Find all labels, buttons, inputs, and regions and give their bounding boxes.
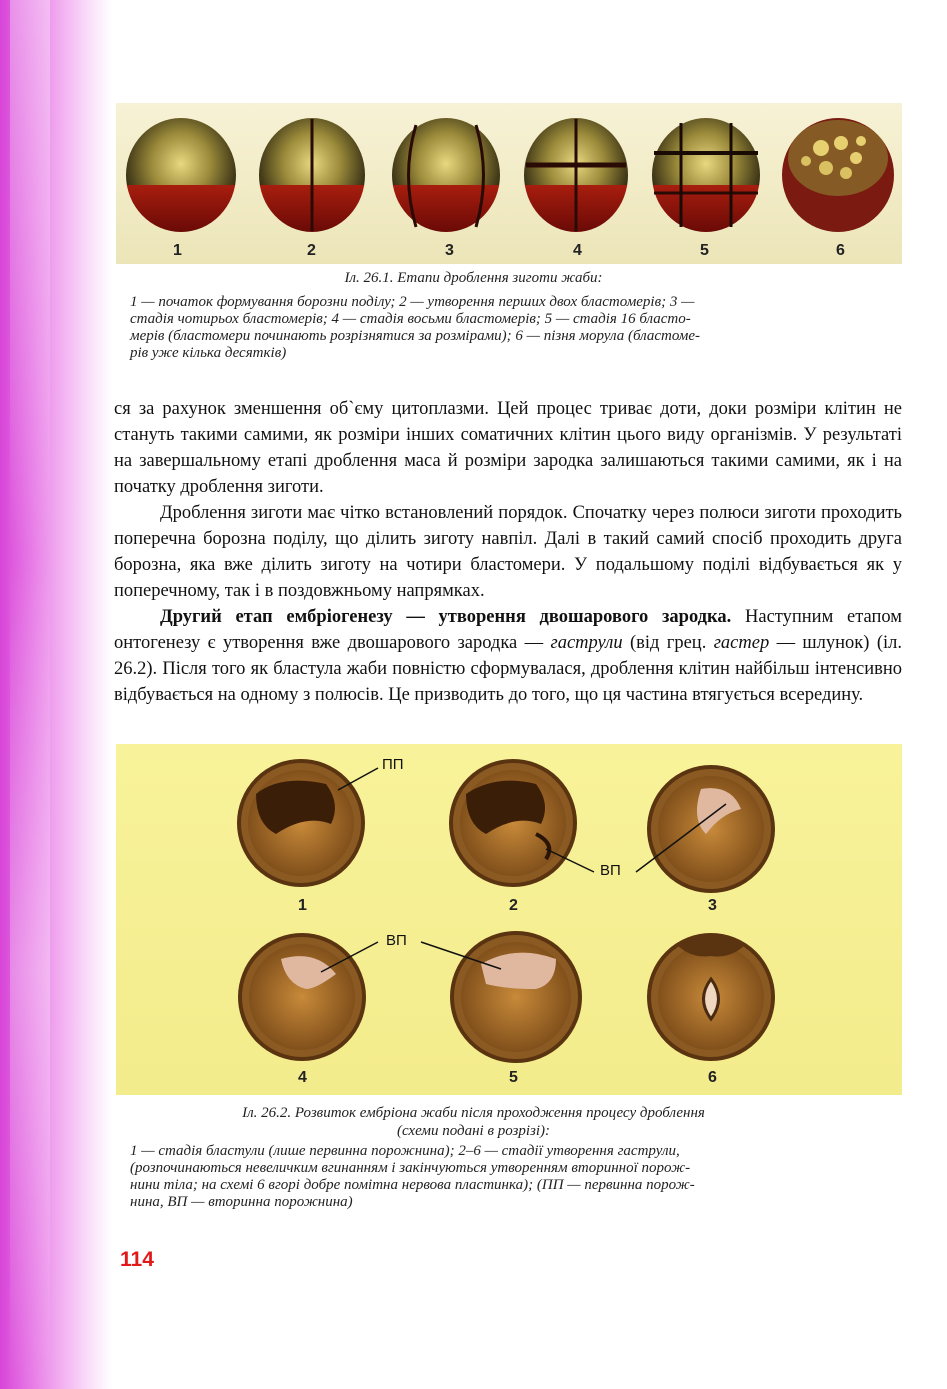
- paragraph-2: Дроблення зиготи має чітко встановлений порядок. Спочатку через полюси зиготи проходить поперечна борозна поділу, що ділить зиготу навпіл. Далі в такий самий спосіб проходить друга борозна, яка вже ділить зиготу на чотири бластомери. У подальшому поділі відбувається як у поперечному, так і в поздовжньому напрямках.: [114, 503, 902, 601]
- figure2-title-line: Іл. 26.2. Розвиток ембріона жаби після проходження процесу дроблення: [242, 1105, 705, 1121]
- figure2-label-5: 5: [509, 1069, 518, 1086]
- decorative-side-band: [0, 0, 112, 1389]
- figure1-caption-line: мерів (бластомери починають розрізнятися за розмірами); 6 — пізня морула (бластоме-: [130, 328, 701, 344]
- embryo-stage-1: [239, 761, 363, 885]
- figure2-caption-line: нини тіла; на схемі 6 вгорі добре помітна нервова пластинка); (ПП — первинна порож-: [130, 1177, 695, 1193]
- embryo-stage-2: [451, 761, 575, 885]
- figure2-label-2: 2: [509, 897, 518, 914]
- figure2-label-6: 6: [708, 1069, 717, 1086]
- figure-zygote-cleavage: [116, 103, 902, 264]
- egg-stage-4: [524, 118, 628, 232]
- figure2-caption-line: 1 — стадія бластули (лише первинна порожнина); 2–6 — стадії утворення гаструли,: [130, 1143, 680, 1159]
- paragraph-3-text-c: — шлунок) (іл. 26.2). Після того як бластула жаби повністю сформувалася, дроблення клітин найбільш інтенсивно відбувається на одному з полюсів. Це призводить до того, що ця частина втягується всередину.: [114, 633, 902, 705]
- figure2-title: [0, 1104, 947, 1140]
- embryo-stage-6: [649, 935, 773, 1059]
- label-vp-top: ВП: [600, 862, 621, 879]
- figure2-title-line: (схеми подані в розрізі):: [396, 1123, 551, 1139]
- figure1-title: Іл. 26.1. Етапи дроблення зиготи жаби:: [344, 270, 603, 286]
- figure-embryo-development: [116, 744, 902, 1095]
- paragraph-3-text-a: Наступним етапом онтогенезу є утворення вже двошарового зародка —: [114, 607, 902, 653]
- paragraph-3-text-b: (від грец.: [622, 633, 714, 653]
- figure1-label-6: 6: [836, 242, 845, 259]
- egg-stage-6: [782, 118, 894, 232]
- egg-stage-3: [392, 118, 500, 232]
- figure2-label-4: 4: [298, 1069, 307, 1086]
- label-pp: ПП: [382, 756, 404, 773]
- paragraph-3: [114, 604, 902, 708]
- paragraph-3-heading: Другий етап ембріогенезу — утворення двошарового зародка.: [160, 607, 732, 627]
- figure1-caption-line: 1 — початок формування борозни поділу; 2 — утворення перших двох бластомерів; 3 —: [130, 294, 695, 310]
- term-gastrula: гаструли: [550, 633, 623, 653]
- embryo-stage-3: [649, 767, 773, 891]
- figure1-caption-line: стадія чотирьох бластомерів; 4 — стадія восьми бластомерів; 5 — стадія 16 бласто-: [130, 311, 691, 327]
- figure2-label-3: 3: [708, 897, 717, 914]
- figure1-label-5: 5: [700, 242, 709, 259]
- egg-stage-1: [126, 118, 236, 232]
- figure1-caption: [130, 294, 902, 362]
- embryo-stage-4: [240, 935, 364, 1059]
- paragraph-1: ся за рахунок зменшення об`єму цитоплазми. Цей процес триває доти, доки розміри клітин не стануть такими самими, як розміри інших соматичних клітин цього виду організмів. У результаті на завершальному етапі дроблення маса й розміри зародка залишаються такими самими, як і на початку дроблення зиготи.: [114, 399, 902, 497]
- egg-stage-5: [652, 118, 760, 232]
- label-vp-bottom: ВП: [386, 932, 407, 949]
- figure2-caption: [130, 1143, 902, 1211]
- egg-stage-2: [259, 118, 365, 232]
- figure1-label-3: 3: [445, 242, 454, 259]
- figure1-label-4: 4: [573, 242, 582, 259]
- page-number: 114: [120, 1248, 154, 1271]
- figure1-label-1: 1: [173, 242, 182, 259]
- figure2-label-1: 1: [298, 897, 307, 914]
- figure1-caption-line: рів уже кілька десятків): [130, 345, 287, 361]
- term-gaster: гастер: [713, 633, 770, 653]
- figure2-caption-line: (розпочинаються невеличким вгинанням і закінчуються утворенням вторинної порож-: [130, 1160, 691, 1176]
- figure2-caption-line: нина, ВП — вторинна порожнина): [130, 1194, 353, 1210]
- cleavage-eggs-illustration: [116, 103, 902, 264]
- figure1-label-2: 2: [307, 242, 316, 259]
- embryo-illustration: [116, 744, 902, 1095]
- embryo-stage-5: [452, 933, 580, 1061]
